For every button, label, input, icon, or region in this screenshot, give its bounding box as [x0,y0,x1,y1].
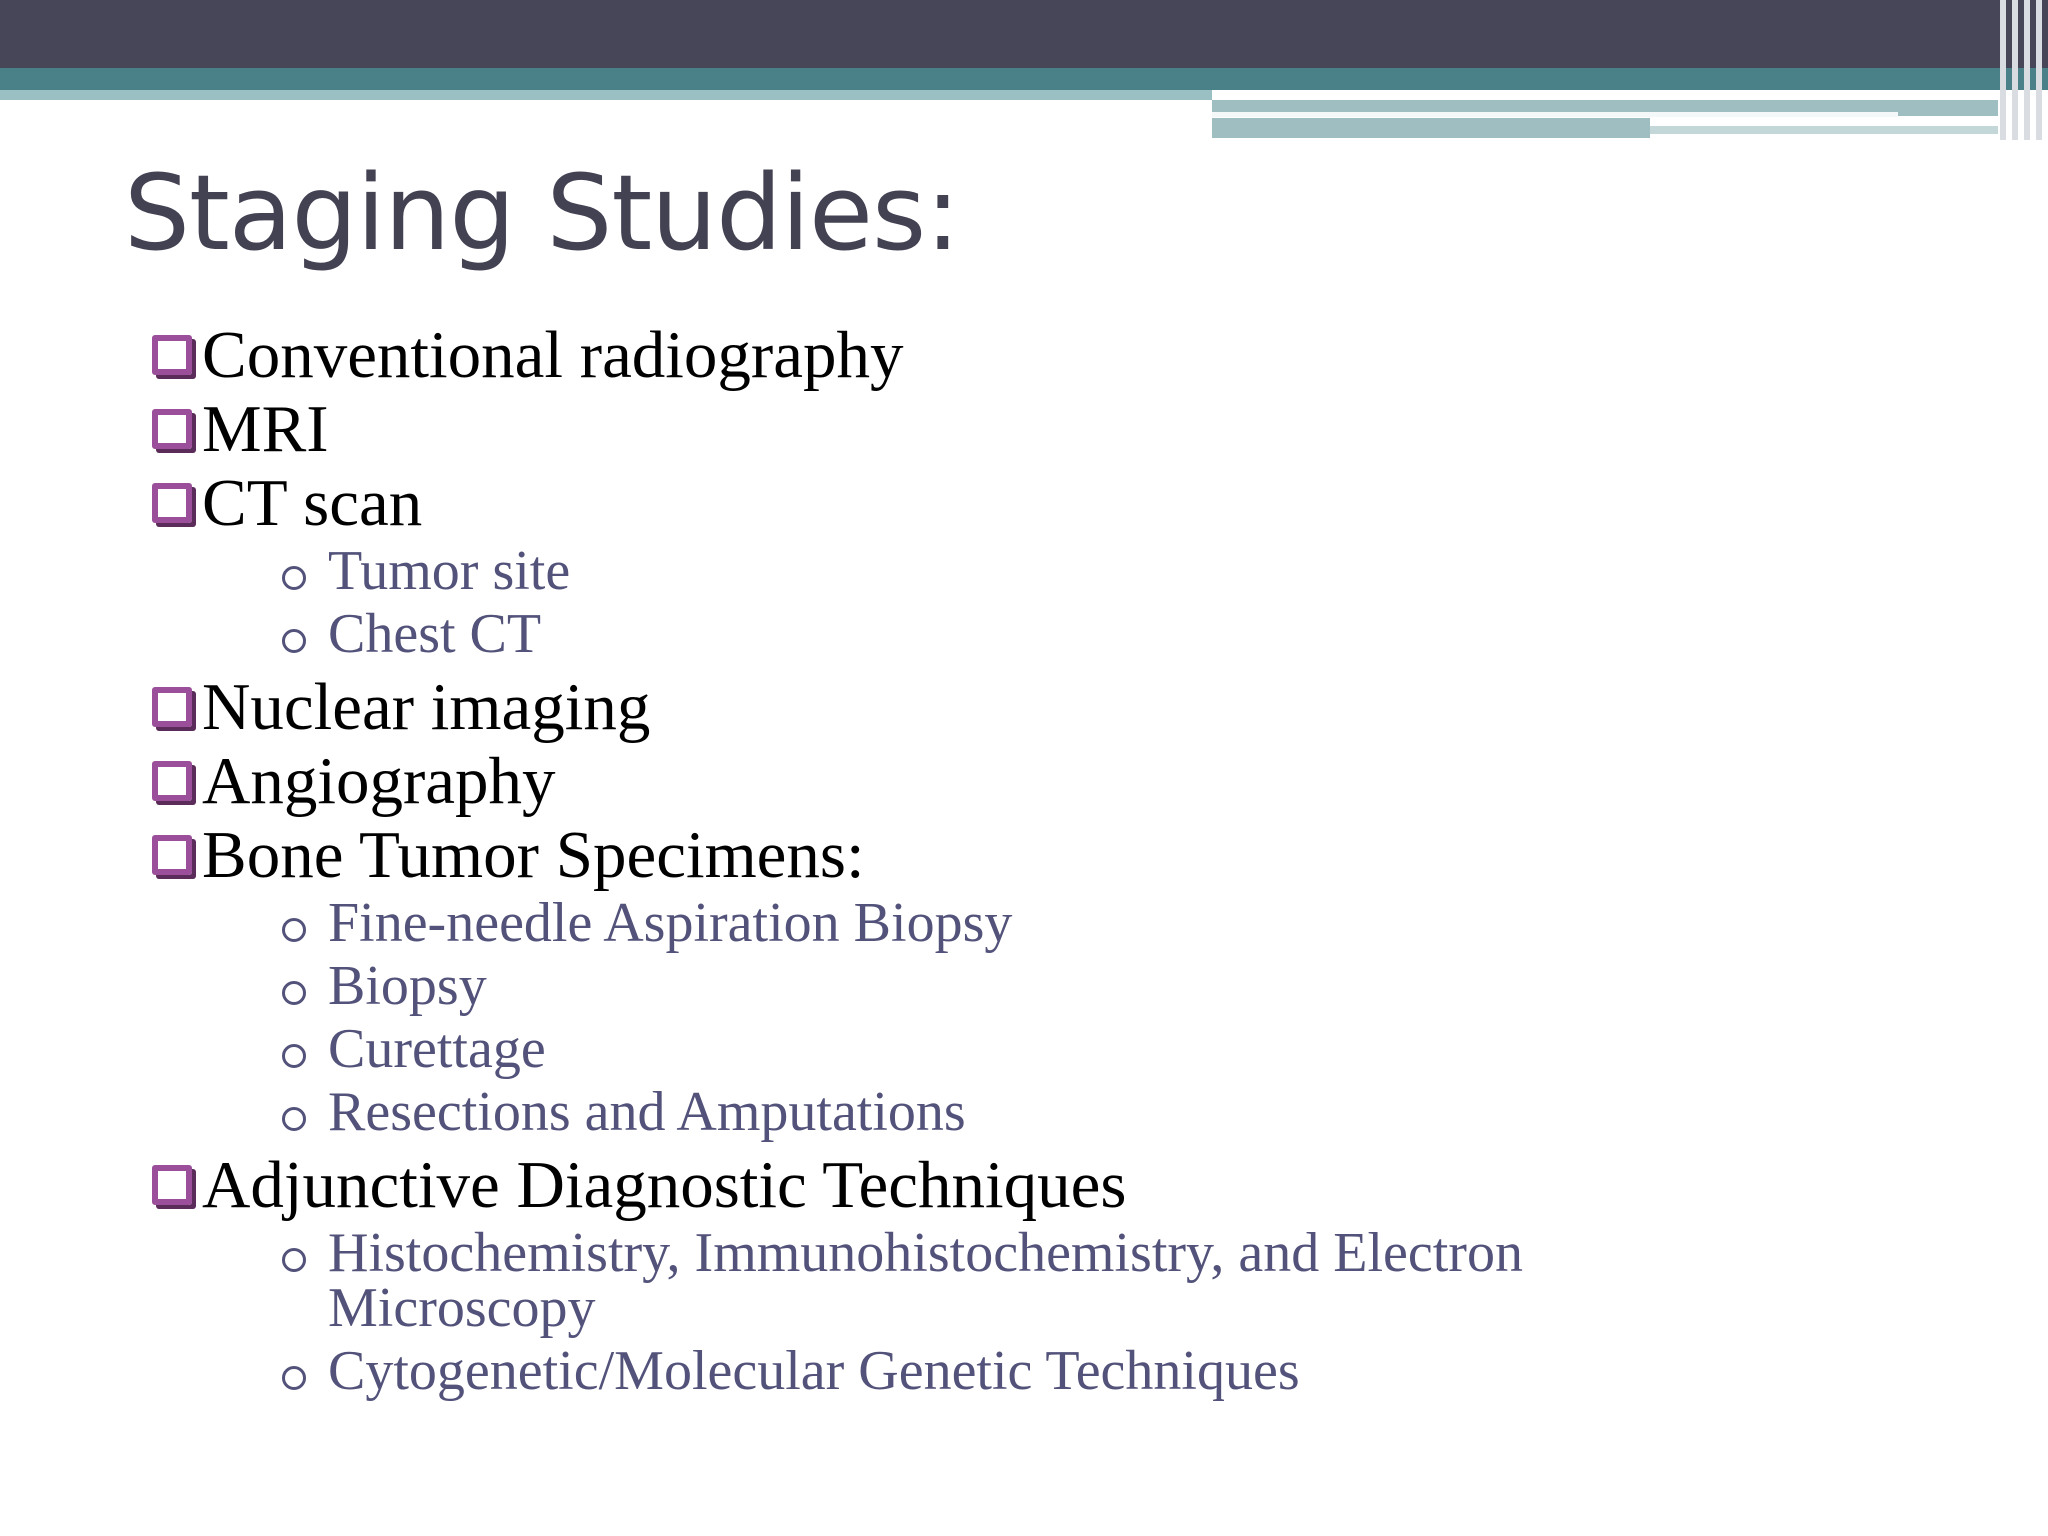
sub-item-text: Histochemistry, Immunohistochemistry, and Electron Microscopy [328,1222,1523,1339]
sub-item [152,892,1952,954]
sub-list [152,540,1952,665]
header-dark-band [0,0,2048,68]
bullet-item [152,466,1952,540]
hollow-square-icon [152,687,192,727]
hollow-circle-icon [282,1044,306,1068]
bullet-text: Conventional radiography [202,318,904,392]
hollow-square-icon [152,335,192,375]
hollow-circle-icon [282,629,306,653]
sub-item [152,1018,1952,1080]
sub-item [152,1340,1952,1402]
header-light-teal-band [0,90,1212,100]
hollow-circle-icon [282,1366,306,1390]
bullet-item [152,1148,1952,1222]
sub-item-text: Cytogenetic/Molecular Genetic Techniques [328,1340,1300,1402]
hollow-circle-icon [282,1248,306,1272]
sub-item-text: Biopsy [328,955,487,1017]
hollow-circle-icon [282,981,306,1005]
sub-item [152,1222,1952,1339]
hollow-square-icon [152,835,192,875]
header-right-band-short [1650,126,1998,134]
bullet-item [152,392,1952,466]
sub-item-text: Chest CT [328,603,542,665]
sub-item-text: Tumor site [328,540,571,602]
sub-item-text: Curettage [328,1018,546,1080]
hollow-square-icon [152,761,192,801]
sub-list [152,1222,1952,1402]
hollow-circle-icon [282,1107,306,1131]
sub-item [152,540,1952,602]
bullet-text: Bone Tumor Specimens: [202,818,865,892]
hollow-square-icon [152,483,192,523]
bullet-list [152,318,1952,1407]
hollow-circle-icon [282,566,306,590]
bullet-text: MRI [202,392,329,466]
edge-stripes-decoration [1994,0,2048,140]
header-teal-band [0,68,2048,90]
hollow-square-icon [152,1165,192,1205]
sub-item-text: Fine-needle Aspiration Biopsy [328,892,1013,954]
hollow-circle-icon [282,918,306,942]
header-right-line [1212,112,1898,117]
sub-item [152,955,1952,1017]
bullet-text: Angiography [202,744,556,818]
header-right-band-lower [1212,118,1650,138]
sub-item-text: Resections and Amputations [328,1081,966,1143]
bullet-item [152,818,1952,892]
hollow-square-icon [152,409,192,449]
sub-item [152,1081,1952,1143]
sub-list [152,892,1952,1143]
bullet-item [152,744,1952,818]
bullet-text: CT scan [202,466,423,540]
sub-item [152,603,1952,665]
bullet-text: Adjunctive Diagnostic Techniques [202,1148,1127,1222]
bullet-text: Nuclear imaging [202,670,651,744]
bullet-item [152,670,1952,744]
bullet-item [152,318,1952,392]
slide-title: Staging Studies: [124,152,960,274]
